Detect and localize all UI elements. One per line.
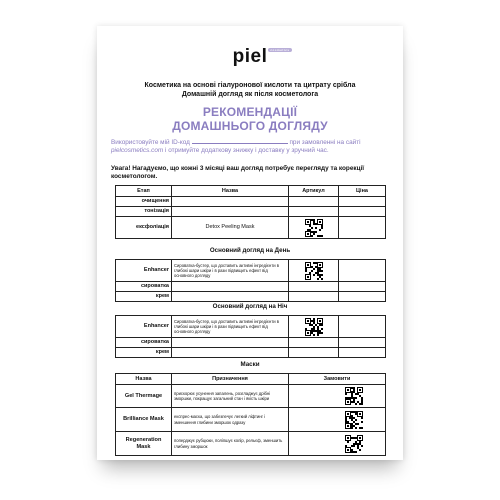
- col-header: Назва: [116, 374, 172, 385]
- table-row: [116, 292, 386, 302]
- page-title: [97, 105, 403, 133]
- qr-code-icon[interactable]: [305, 219, 323, 237]
- table-header-row: [116, 374, 386, 385]
- name-cell: [172, 292, 289, 302]
- col-header: Ціна: [339, 186, 386, 197]
- col-header: Замовити: [289, 374, 386, 385]
- warning-text: Увага! Нагадуємо, що кожні 3 місяці ваш догляд потребує перегляду та корекції косметологом.: [111, 165, 365, 181]
- table-row: [116, 217, 386, 239]
- qr-code-icon[interactable]: [345, 435, 363, 453]
- mask-name-cell: Brilliance Mask: [116, 408, 172, 432]
- col-header: Артикул: [289, 186, 339, 197]
- promo-text: Використовуйте мій ID-код при замовленні на сайті pielcosmetics.com і отримуйте додаткову знижку і доставку у зручний час.: [111, 139, 361, 155]
- night-section-title: Основний догляд на Ніч: [212, 303, 288, 310]
- name-cell: Сироватка-бустер, що доставить активні інгредієнти в глибокі шари шкіри і в рази підвищить ефект від основного догляду: [172, 316, 289, 338]
- name-cell: [172, 338, 289, 348]
- qr-code-icon[interactable]: [305, 262, 323, 280]
- recommendation-sheet: [97, 26, 403, 460]
- mask-purpose-cell: експрес-маска, що забезпечує легкий ліфтинг і зменшення глибини зморшок одразу: [172, 408, 289, 432]
- brand-logo-tag: cosmetics: [270, 48, 290, 52]
- title-line-1: РЕКОМЕНДАЦІЇ: [202, 105, 298, 119]
- name-cell: [172, 348, 289, 358]
- order-cell: [289, 385, 386, 408]
- qr-code-icon[interactable]: [305, 318, 323, 336]
- table-row: [116, 207, 386, 217]
- mask-purpose-cell: прискорює усунення запалень, розгладжує дрібні зморшки, покращує загальний стан і якість шкіри: [172, 385, 289, 408]
- stage-cell: сироватка: [116, 282, 172, 292]
- article-cell: [289, 316, 339, 338]
- table-header-row: [116, 186, 386, 197]
- name-cell: [172, 207, 289, 217]
- name-cell: [172, 197, 289, 207]
- stage-cell: ексфоліація: [116, 217, 172, 239]
- table-row: [116, 197, 386, 207]
- header-line-1: Косметика на основі гіалуронової кислоти та цитрату срібла: [144, 82, 356, 89]
- main-table: [115, 185, 386, 239]
- name-cell: [172, 282, 289, 292]
- masks-section-title: Маски: [240, 361, 260, 368]
- article-cell: [289, 217, 339, 239]
- site-link[interactable]: pielcosmetics.com: [111, 147, 164, 155]
- stage-cell: сироватка: [116, 338, 172, 348]
- qr-code-icon[interactable]: [345, 411, 363, 429]
- stage-cell: Enhancer: [116, 316, 172, 338]
- mask-row: [116, 408, 386, 432]
- day-table: [115, 259, 386, 302]
- col-header: Етап: [116, 186, 172, 197]
- qr-code-icon[interactable]: [345, 387, 363, 405]
- stage-cell: крем: [116, 292, 172, 302]
- article-cell: [289, 260, 339, 282]
- col-header: Призначення: [172, 374, 289, 385]
- mask-row: [116, 385, 386, 408]
- sheet-header: [97, 81, 403, 99]
- header-line-2: Домашній догляд як після косметолога: [181, 91, 319, 98]
- masks-table: [115, 373, 386, 456]
- mask-name-cell: Regeneration Mask: [116, 432, 172, 456]
- table-row: [116, 316, 386, 338]
- order-cell: [289, 408, 386, 432]
- table-row: [116, 348, 386, 358]
- logo-row: [97, 46, 403, 68]
- mask-row: [116, 432, 386, 456]
- day-section-title: Основний догляд на День: [209, 247, 291, 254]
- stage-cell: Enhancer: [116, 260, 172, 282]
- mask-purpose-cell: поперджує рубцюки, поліпшує колір, рельєф, зменшить глибину зморшок: [172, 432, 289, 456]
- col-header: Назва: [172, 186, 289, 197]
- name-cell: Сироватка-бустер, що доставить активні інгредієнти в глибокі шари шкіри і в рази підвищить ефект від основного догляду: [172, 260, 289, 282]
- table-row: [116, 338, 386, 348]
- order-cell: [289, 432, 386, 456]
- table-row: [116, 282, 386, 292]
- name-cell: Detox Peeling Mask: [172, 217, 289, 239]
- stage-cell: очищення: [116, 197, 172, 207]
- id-code-blank: [192, 138, 288, 144]
- table-row: [116, 260, 386, 282]
- night-table: [115, 315, 386, 358]
- stage-cell: тонізація: [116, 207, 172, 217]
- stage-cell: крем: [116, 348, 172, 358]
- brand-logo: piel cosmetics: [232, 46, 290, 67]
- title-line-2: ДОМАШНЬОГО ДОГЛЯДУ: [172, 119, 328, 133]
- mask-name-cell: Gel Thermage: [116, 385, 172, 408]
